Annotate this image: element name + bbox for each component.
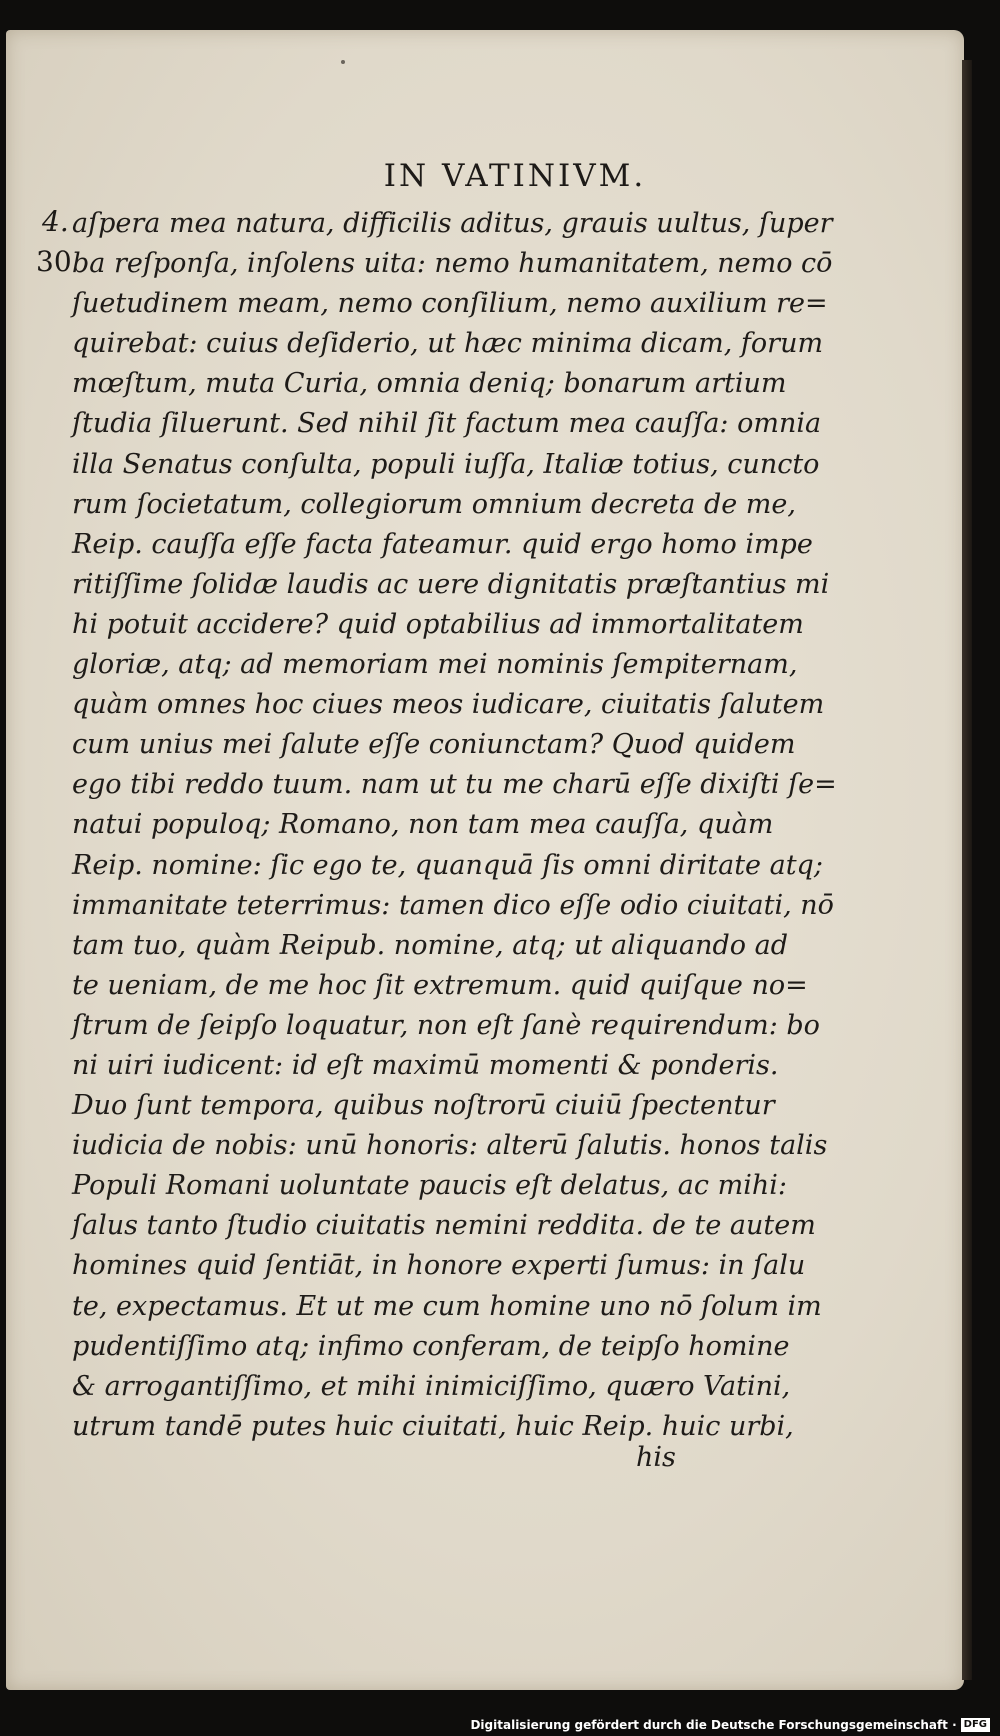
margin-note: 30 (36, 245, 72, 278)
text-line: rum ſocietatum, collegiorum omnium decreta de me, (72, 488, 796, 520)
text-line: quirebat: cuius deſiderio, ut hæc minima dicam, forum (72, 328, 824, 360)
text-line: homines quid ſentiāt, in honore experti ſumus: in ſalu (72, 1250, 806, 1282)
margin-note: 4. (42, 205, 69, 238)
credit-text: Digitalisierung gefördert durch die Deutsche Forschungsgemeinschaft · (470, 1718, 957, 1732)
text-line: ſuetudinem meam, nemo conſilium, nemo auxilium re= (72, 288, 828, 320)
text-line: ba reſponſa, inſolens uita: nemo humanitatem, nemo cō (72, 248, 833, 280)
text-line: & arrogantiſſimo, et mihi inimiciſſimo, quæro Vatini, (72, 1370, 791, 1402)
page-speck (341, 60, 345, 64)
text-line: gloriæ, atq; ad memoriam mei nominis ſempiternam, (72, 649, 798, 681)
text-line: quàm omnes hoc ciues meos iudicare, ciuitatis ſalutem (72, 689, 825, 721)
text-line: natui populoq; Romano, non tam mea cauſſa, quàm (72, 809, 774, 841)
text-line: aſpera mea natura, difficilis aditus, grauis uultus, ſuper (72, 208, 833, 239)
text-line: Duo ſunt tempora, quibus noſtrorū ciuiū ſpectentur (72, 1090, 775, 1122)
page-fore-edge (962, 60, 972, 1680)
text-line: te, expectamus. Et ut me cum homine uno nō ſolum im (72, 1290, 822, 1322)
text-line: cum unius mei ſalute eſſe coniunctam? Quod quidem (72, 729, 796, 761)
text-line: iudicia de nobis: unū honoris: alterū ſalutis. honos talis (72, 1130, 828, 1162)
text-line: tam tuo, quàm Reipub. nomine, atq; ut aliquando ad (72, 929, 788, 961)
text-line: ſalus tanto ſtudio ciuitatis nemini reddita. de te autem (72, 1210, 816, 1242)
text-line: immanitate teterrimus: tamen dico eſſe odio ciuitati, nō (72, 889, 834, 921)
text-line: te ueniam, de me hoc ſit extremum. quid quiſque no= (72, 969, 808, 1001)
running-head: IN VATINIVM. (383, 158, 647, 194)
text-line: Populi Romani uoluntate paucis eſt delatus, ac mihi: (72, 1170, 787, 1202)
text-line: Reip. nomine: ſic ego te, quanquā ſis omni diritate atq; (72, 849, 823, 881)
text-line: ritiſſime ſolidæ laudis ac uere dignitatis præſtantius mi (72, 568, 830, 600)
text-line: ni uiri iudicent: id eſt maximū momenti & ponderis. (72, 1049, 779, 1081)
text-line: ego tibi reddo tuum. nam ut tu me charū eſſe dixiſti ſe= (72, 769, 837, 801)
catchword: his (636, 1442, 676, 1473)
dfg-logo-icon: DFG (961, 1718, 990, 1732)
text-line: mœſtum, muta Curia, omnia deniq; bonarum artium (72, 368, 787, 400)
text-line: Reip. cauſſa eſſe facta fateamur. quid ergo homo impe (72, 528, 813, 560)
text-line: ſtudia ſiluerunt. Sed nihil ſit factum mea cauſſa: omnia (72, 408, 822, 440)
body-text (72, 204, 837, 1447)
text-line: pudentiſſimo atq; infimo conferam, de teipſo homine (72, 1330, 790, 1362)
text-line: ſtrum de ſeipſo loquatur, non eſt ſanè requirendum: bo (72, 1009, 820, 1041)
text-line: utrum tandē putes huic ciuitati, huic Reip. huic urbi, (72, 1410, 794, 1442)
digitization-credit (470, 1717, 990, 1733)
text-line: illa Senatus conſulta, populi iuſſa, Italiæ totius, cuncto (72, 448, 820, 480)
text-line: hi potuit accidere? quid optabilius ad immortalitatem (72, 608, 804, 640)
